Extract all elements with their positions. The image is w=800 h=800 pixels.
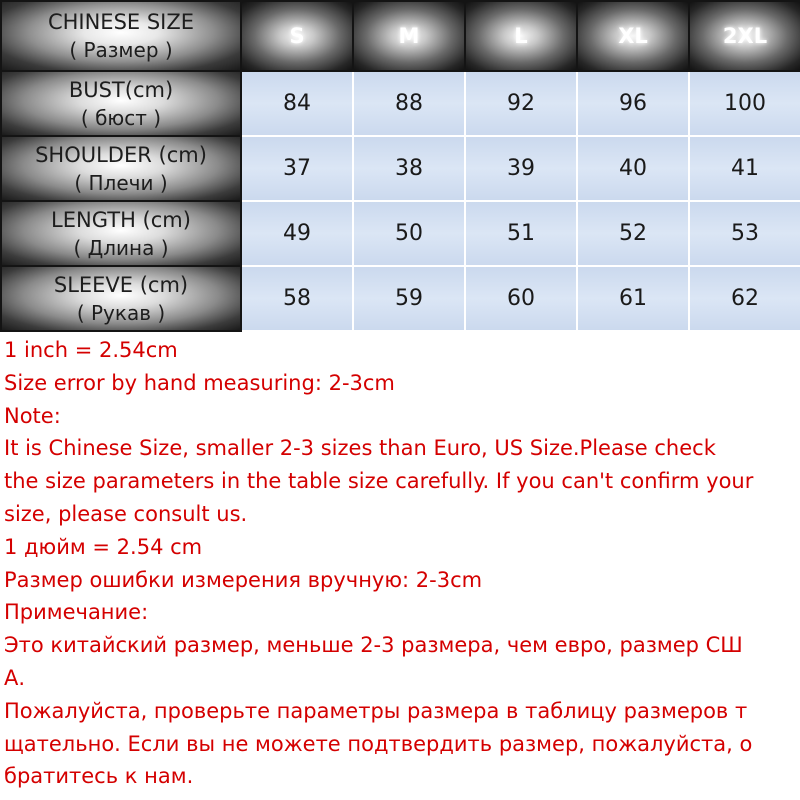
note-line: Size error by hand measuring: 2-3cm	[4, 370, 395, 395]
row-label-cell	[1, 71, 241, 136]
note-line: Примечание:	[4, 600, 149, 625]
table-cell: 59	[353, 266, 465, 331]
table-cell: 52	[577, 201, 689, 266]
size-header-label-ru: ( Размер )	[69, 38, 173, 62]
table-cell: 39	[465, 136, 577, 201]
row-label: LENGTH (cm)	[51, 207, 191, 232]
note-line: 1 inch = 2.54cm	[4, 338, 178, 362]
row-label: SHOULDER (cm)	[35, 142, 207, 167]
table-cell: 40	[577, 136, 689, 201]
size-column-s	[241, 1, 353, 71]
note-line: 1 дюйм = 2.54 cm	[4, 534, 203, 559]
size-column-l	[465, 1, 577, 71]
table-cell: 41	[689, 136, 800, 201]
table-row-shoulder	[1, 136, 800, 201]
table-row-length	[1, 201, 800, 266]
table-cell: 92	[465, 71, 577, 136]
size-header-row	[1, 1, 800, 71]
row-label: SLEEVE (cm)	[53, 272, 189, 297]
table-cell: 96	[577, 71, 689, 136]
table-cell: 38	[353, 136, 465, 201]
size-header-label-cell	[1, 1, 241, 71]
note-line: А.	[4, 665, 26, 690]
row-label-cell	[1, 201, 241, 266]
row-label: BUST(cm)	[68, 77, 174, 102]
note-line: Note:	[4, 403, 61, 428]
size-column-m	[353, 1, 465, 71]
table-cell: 62	[689, 266, 800, 331]
note-line: Пожалуйста, проверьте параметры размера в таблицу размеров т	[4, 698, 748, 723]
size-chart-table	[0, 0, 800, 332]
table-cell: 88	[353, 71, 465, 136]
row-label-cell	[1, 136, 241, 201]
row-label-ru: ( бюст )	[80, 105, 162, 130]
note-line: It is Chinese Size, smaller 2-3 sizes than Euro, US Size.Please check	[4, 436, 716, 461]
table-cell: 61	[577, 266, 689, 331]
note-line: the size parameters in the table size carefully. If you can't confirm your	[4, 469, 754, 494]
size-label: XL	[618, 24, 648, 48]
table-cell: 49	[241, 201, 353, 266]
size-label: S	[289, 24, 305, 48]
table-cell: 51	[465, 201, 577, 266]
note-line: Это китайский размер, меньше 2-3 размера, чем евро, размер СШ	[4, 633, 743, 658]
table-cell: 58	[241, 266, 353, 331]
note-line: size, please consult us.	[4, 501, 248, 526]
size-label: L	[514, 24, 528, 48]
size-header-label: CHINESE SIZE	[47, 10, 195, 34]
note-line: щательно. Если вы не можете подтвердить размер, пожалуйста, о	[4, 731, 753, 756]
size-label: M	[398, 24, 420, 48]
size-label: 2XL	[722, 24, 768, 48]
table-cell: 53	[689, 201, 800, 266]
row-label-cell	[1, 266, 241, 331]
row-label-ru: ( Плечи )	[74, 170, 168, 195]
size-column-2xl	[689, 1, 800, 71]
table-cell: 60	[465, 266, 577, 331]
row-label-ru: ( Рукав )	[76, 300, 166, 325]
table-cell: 37	[241, 136, 353, 201]
size-notes	[4, 334, 796, 793]
table-cell: 50	[353, 201, 465, 266]
table-row-sleeve	[1, 266, 800, 331]
table-cell: 100	[689, 71, 800, 136]
table-cell: 84	[241, 71, 353, 136]
row-label-ru: ( Длина )	[73, 235, 169, 260]
table-row-bust	[1, 71, 800, 136]
size-column-xl	[577, 1, 689, 71]
note-line: Размер ошибки измерения вручную: 2-3cm	[4, 567, 483, 592]
note-line: братитесь к нам.	[4, 764, 194, 789]
